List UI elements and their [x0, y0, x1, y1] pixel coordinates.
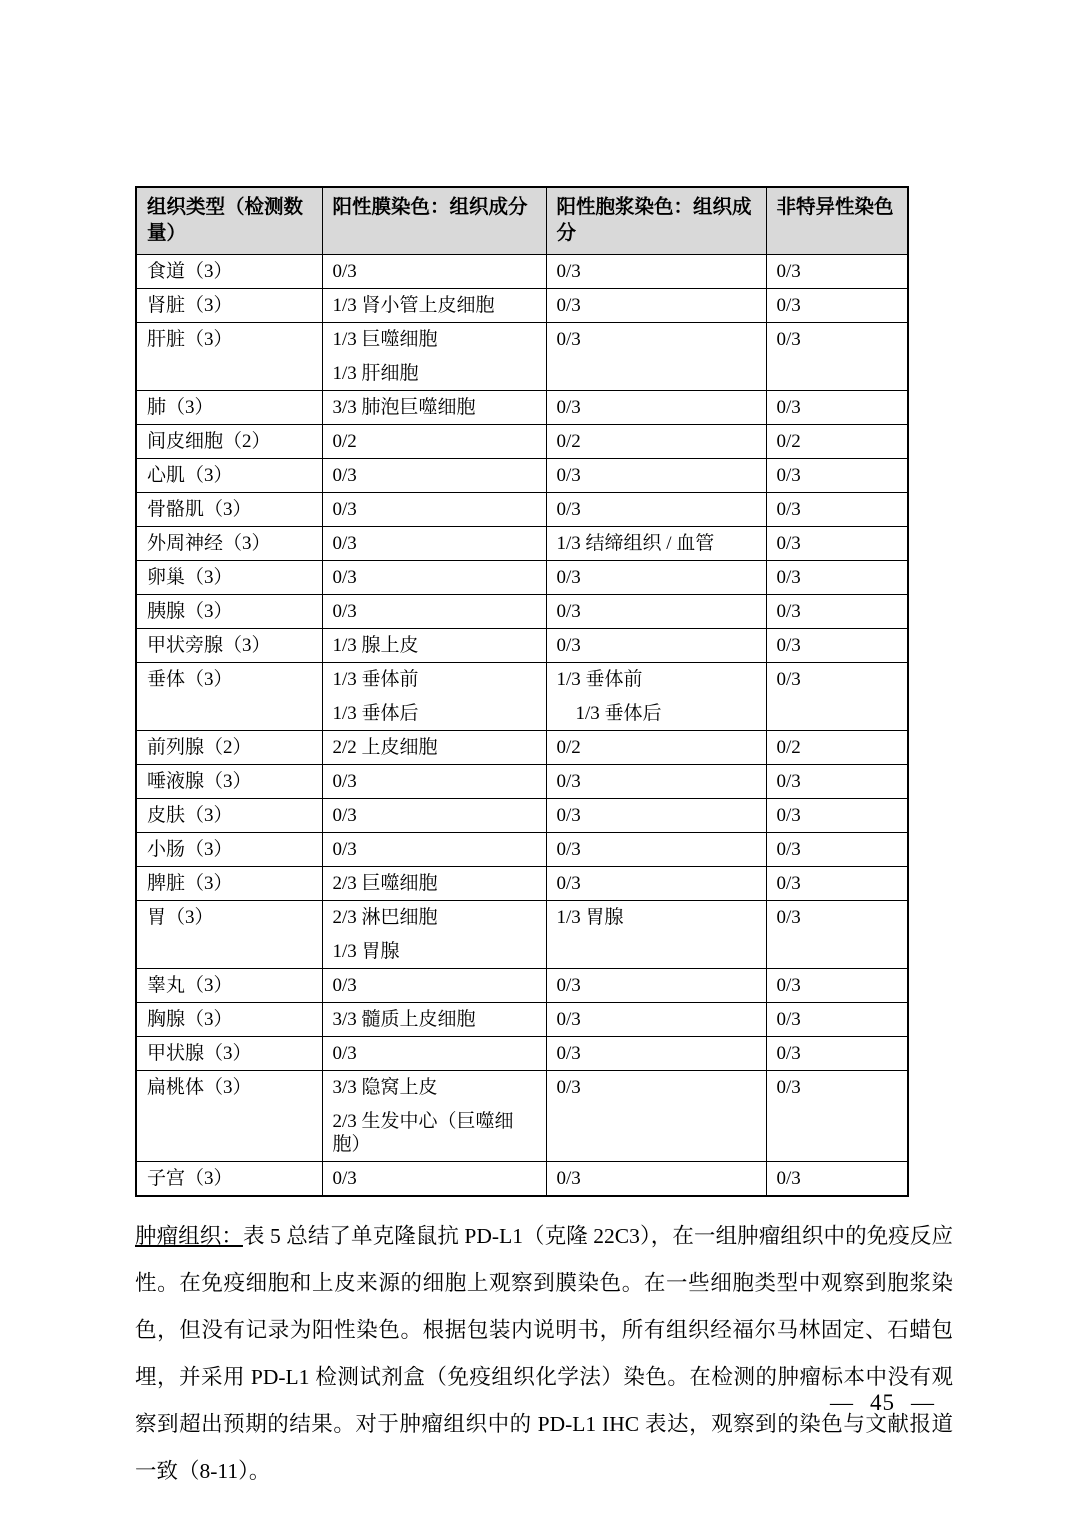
- membrane-staining-cell: [322, 527, 546, 561]
- tissue-cell: [136, 459, 322, 493]
- cell-text-line: 0/2: [776, 737, 801, 758]
- cell-text-line: 0/3: [776, 601, 801, 622]
- membrane-staining-cell: [322, 255, 546, 289]
- cell-text-line: 3/3 髓质上皮细胞: [332, 1009, 476, 1030]
- cell-text-line: 0/3: [776, 635, 801, 656]
- membrane-staining-cell: [322, 1003, 546, 1037]
- cell-text-line: 0/2: [556, 431, 581, 452]
- nonspecific-staining-cell: [766, 425, 908, 459]
- cell-text-line: 外周神经（3）: [147, 533, 271, 554]
- cell-text-line: 0/3: [776, 975, 801, 996]
- cell-text-line: 子宫（3）: [147, 1168, 233, 1189]
- cell-text-line: 1/3 肝细胞: [332, 363, 419, 384]
- cell-text-line: 1/3 巨噬细胞: [332, 329, 438, 350]
- nonspecific-staining-cell: [766, 1071, 908, 1162]
- cell-text-line: 脾脏（3）: [147, 873, 233, 894]
- cell-text-line: 0/3: [332, 771, 357, 792]
- nonspecific-staining-cell: [766, 595, 908, 629]
- table-row: [136, 595, 908, 629]
- tissue-cell: [136, 493, 322, 527]
- column-header-tissue-type: 组织类型（检测数量）: [136, 187, 322, 255]
- nonspecific-staining-cell: [766, 391, 908, 425]
- column-header-membrane-staining: 阳性膜染色：组织成分: [322, 187, 546, 255]
- tissue-cell: [136, 629, 322, 663]
- cell-text-line: 1/3 垂体前: [332, 669, 419, 690]
- table-row: [136, 425, 908, 459]
- cell-text-line: 间皮细胞（2）: [147, 431, 271, 452]
- tissue-cell: [136, 561, 322, 595]
- membrane-staining-cell: [322, 799, 546, 833]
- cell-text-line: 0/3: [556, 397, 581, 418]
- cell-text-line: 0/3: [556, 1077, 581, 1098]
- column-header-nonspecific-staining: 非特异性染色: [766, 187, 908, 255]
- page-number-footer: [830, 1390, 935, 1416]
- tissue-staining-table: [135, 186, 909, 1197]
- table-row: [136, 901, 908, 969]
- tissue-cell: [136, 255, 322, 289]
- cell-text-line: 1/3 腺上皮: [332, 635, 419, 656]
- cell-text-line: 0/3: [776, 261, 801, 282]
- cell-text-line: 0/3: [776, 1043, 801, 1064]
- membrane-staining-cell: [322, 1037, 546, 1071]
- tissue-cell: [136, 527, 322, 561]
- cytoplasm-staining-cell: [546, 391, 766, 425]
- nonspecific-staining-cell: [766, 1003, 908, 1037]
- page-content: [135, 186, 953, 1495]
- cell-text-line: 1/3 结缔组织 / 血管: [556, 533, 715, 554]
- cytoplasm-staining-cell: [546, 833, 766, 867]
- table-row: [136, 629, 908, 663]
- membrane-staining-cell: [322, 833, 546, 867]
- tissue-cell: [136, 833, 322, 867]
- cell-text-line: 小肠（3）: [147, 839, 233, 860]
- cell-text-line: 0/3: [556, 261, 581, 282]
- cell-text-line: 0/3: [776, 669, 801, 690]
- cell-text-line: 0/3: [332, 533, 357, 554]
- membrane-staining-cell: [322, 867, 546, 901]
- cell-text-line: 肝脏（3）: [147, 329, 233, 350]
- nonspecific-staining-cell: [766, 833, 908, 867]
- cell-text-line: 0/3: [556, 465, 581, 486]
- cytoplasm-staining-cell: [546, 663, 766, 731]
- cell-text-line: 0/3: [776, 873, 801, 894]
- table-row: [136, 527, 908, 561]
- nonspecific-staining-cell: [766, 799, 908, 833]
- cell-text-line: 唾液腺（3）: [147, 771, 252, 792]
- cell-text-line: 0/3: [776, 1009, 801, 1030]
- paragraph-body: 表 5 总结了单克隆鼠抗 PD-L1（克隆 22C3），在一组肿瘤组织中的免疫反应性。在免疫细胞和上皮来源的细胞上观察到膜染色。在一些细胞类型中观察到胞浆染色，但没有记录为阳性染色。根据包装内说明书，所有组织经福尔马林固定、石蜡包埋，并采用 PD-L1 检测试剂盒（免疫组织化学法）染色。在检测的肿瘤标本中没有观察到超出预期的结果。对于肿瘤组织中的 PD-L1 IHC 表达，观察到的染色与文献报道一致（8-11）。: [135, 1224, 953, 1483]
- cell-text-line: 2/3 淋巴细胞: [332, 907, 438, 928]
- cell-text-line: 3/3 肺泡巨噬细胞: [332, 397, 476, 418]
- cell-text-line: 1/3 垂体前: [556, 669, 643, 690]
- table-row: [136, 459, 908, 493]
- table-row: [136, 1162, 908, 1197]
- cell-text-line: 0/3: [776, 805, 801, 826]
- cytoplasm-staining-cell: [546, 595, 766, 629]
- cytoplasm-staining-cell: [546, 289, 766, 323]
- cell-text-line: 0/3: [776, 397, 801, 418]
- cytoplasm-staining-cell: [546, 1037, 766, 1071]
- tissue-cell: [136, 663, 322, 731]
- nonspecific-staining-cell: [766, 459, 908, 493]
- nonspecific-staining-cell: [766, 289, 908, 323]
- membrane-staining-cell: [322, 595, 546, 629]
- nonspecific-staining-cell: [766, 969, 908, 1003]
- cell-text-line: 前列腺（2）: [147, 737, 252, 758]
- cell-text-line: 食道（3）: [147, 261, 233, 282]
- cytoplasm-staining-cell: [546, 1162, 766, 1197]
- tissue-cell: [136, 731, 322, 765]
- table-row: [136, 867, 908, 901]
- membrane-staining-cell: [322, 493, 546, 527]
- cell-text-line: 0/3: [556, 771, 581, 792]
- table-row: [136, 1071, 908, 1162]
- table-row: [136, 289, 908, 323]
- membrane-staining-cell: [322, 391, 546, 425]
- cell-text-line: 2/2 上皮细胞: [332, 737, 438, 758]
- table-row: [136, 731, 908, 765]
- table-row: [136, 799, 908, 833]
- nonspecific-staining-cell: [766, 629, 908, 663]
- cell-text-line: 0/3: [776, 567, 801, 588]
- cell-text-line: 0/3: [556, 567, 581, 588]
- cell-text-line: 0/3: [332, 839, 357, 860]
- cell-text-line: 0/3: [332, 975, 357, 996]
- cell-text-line: 扁桃体（3）: [147, 1077, 252, 1098]
- nonspecific-staining-cell: [766, 663, 908, 731]
- cell-text-line: 0/3: [776, 329, 801, 350]
- cell-text-line: 0/3: [556, 1043, 581, 1064]
- tissue-cell: [136, 1003, 322, 1037]
- membrane-staining-cell: [322, 629, 546, 663]
- cell-text-line: 甲状腺（3）: [147, 1043, 252, 1064]
- cell-text-line: 2/3 巨噬细胞: [332, 873, 438, 894]
- cytoplasm-staining-cell: [546, 1071, 766, 1162]
- tissue-cell: [136, 765, 322, 799]
- tissue-cell: [136, 289, 322, 323]
- table-header-row: [136, 187, 908, 255]
- cytoplasm-staining-cell: [546, 1003, 766, 1037]
- cell-text-line: 甲状旁腺（3）: [147, 635, 271, 656]
- tissue-table-body: [136, 255, 908, 1197]
- cell-text-line: 0/3: [332, 601, 357, 622]
- cytoplasm-staining-cell: [546, 867, 766, 901]
- tissue-cell: [136, 1037, 322, 1071]
- nonspecific-staining-cell: [766, 561, 908, 595]
- cytoplasm-staining-cell: [546, 493, 766, 527]
- cell-text-line: 0/3: [332, 805, 357, 826]
- cell-text-line: 0/2: [332, 431, 357, 452]
- table-row: [136, 833, 908, 867]
- nonspecific-staining-cell: [766, 1162, 908, 1197]
- cell-text-line: 0/3: [776, 295, 801, 316]
- cytoplasm-staining-cell: [546, 561, 766, 595]
- membrane-staining-cell: [322, 289, 546, 323]
- tissue-cell: [136, 595, 322, 629]
- column-header-cytoplasm-staining: 阳性胞浆染色：组织成分: [546, 187, 766, 255]
- cell-text-line: 0/3: [332, 1168, 357, 1189]
- nonspecific-staining-cell: [766, 527, 908, 561]
- cytoplasm-staining-cell: [546, 765, 766, 799]
- cell-text-line: 0/3: [556, 839, 581, 860]
- cell-text-line: 0/3: [776, 1168, 801, 1189]
- cell-text-line: 肺（3）: [147, 397, 214, 418]
- table-row: [136, 493, 908, 527]
- cell-text-line: 0/3: [556, 1168, 581, 1189]
- cell-text-line: 3/3 隐窝上皮: [332, 1077, 438, 1098]
- membrane-staining-cell: [322, 1162, 546, 1197]
- cell-text-line: 胃（3）: [147, 907, 214, 928]
- cell-text-line: 垂体（3）: [147, 669, 233, 690]
- cytoplasm-staining-cell: [546, 969, 766, 1003]
- cell-text-line: 0/3: [556, 499, 581, 520]
- cytoplasm-staining-cell: [546, 629, 766, 663]
- cell-text-line: 0/3: [332, 499, 357, 520]
- membrane-staining-cell: [322, 969, 546, 1003]
- cell-text-line: 0/3: [776, 839, 801, 860]
- table-row: [136, 969, 908, 1003]
- membrane-staining-cell: [322, 561, 546, 595]
- cell-text-line: 0/3: [556, 295, 581, 316]
- tissue-cell: [136, 1162, 322, 1197]
- table-row: [136, 323, 908, 391]
- tissue-cell: [136, 867, 322, 901]
- cell-text-line: 2/3 生发中心（巨噬细胞）: [332, 1111, 514, 1155]
- tissue-cell: [136, 391, 322, 425]
- cell-text-line: 胰腺（3）: [147, 601, 233, 622]
- cell-text-line: 0/3: [556, 329, 581, 350]
- cell-text-line: 0/3: [776, 533, 801, 554]
- cell-text-line: 骨骼肌（3）: [147, 499, 252, 520]
- cell-text-line: 0/3: [332, 1043, 357, 1064]
- cell-text-line: 睾丸（3）: [147, 975, 233, 996]
- cell-text-line: 心肌（3）: [147, 465, 233, 486]
- cell-text-line: 1/3 胃腺: [332, 941, 400, 962]
- cytoplasm-staining-cell: [546, 901, 766, 969]
- nonspecific-staining-cell: [766, 493, 908, 527]
- footer-dash-left: —: [830, 1390, 854, 1415]
- membrane-staining-cell: [322, 1071, 546, 1162]
- cell-text-line: 0/3: [776, 465, 801, 486]
- nonspecific-staining-cell: [766, 731, 908, 765]
- cytoplasm-staining-cell: [546, 799, 766, 833]
- cell-text-line: 0/3: [332, 465, 357, 486]
- membrane-staining-cell: [322, 323, 546, 391]
- tissue-cell: [136, 425, 322, 459]
- paragraph-lead-underlined: 肿瘤组织：: [135, 1224, 243, 1248]
- membrane-staining-cell: [322, 901, 546, 969]
- cell-text-line: 0/3: [776, 907, 801, 928]
- cell-text-line: 0/3: [556, 601, 581, 622]
- tissue-cell: [136, 1071, 322, 1162]
- membrane-staining-cell: [322, 765, 546, 799]
- cell-text-line: 0/3: [556, 975, 581, 996]
- tissue-cell: [136, 323, 322, 391]
- cytoplasm-staining-cell: [546, 323, 766, 391]
- cell-text-line: 0/3: [776, 499, 801, 520]
- cell-text-line: 0/3: [556, 805, 581, 826]
- page-number: 45: [870, 1390, 895, 1415]
- nonspecific-staining-cell: [766, 255, 908, 289]
- table-row: [136, 1003, 908, 1037]
- footer-dash-right: —: [911, 1390, 935, 1415]
- cell-text-line: 0/2: [556, 737, 581, 758]
- cell-text-line: 0/2: [776, 431, 801, 452]
- cell-text-line: 0/3: [556, 635, 581, 656]
- cell-text-line: 1/3 肾小管上皮细胞: [332, 295, 495, 316]
- cytoplasm-staining-cell: [546, 255, 766, 289]
- cytoplasm-staining-cell: [546, 527, 766, 561]
- cell-text-line: 胸腺（3）: [147, 1009, 233, 1030]
- nonspecific-staining-cell: [766, 901, 908, 969]
- nonspecific-staining-cell: [766, 867, 908, 901]
- cytoplasm-staining-cell: [546, 425, 766, 459]
- cell-text-line: 1/3 垂体后: [556, 703, 662, 724]
- cell-text-line: 1/3 垂体后: [332, 703, 419, 724]
- cell-text-line: 0/3: [556, 873, 581, 894]
- membrane-staining-cell: [322, 425, 546, 459]
- tumor-tissue-paragraph: [135, 1213, 953, 1495]
- cell-text-line: 卵巢（3）: [147, 567, 233, 588]
- membrane-staining-cell: [322, 731, 546, 765]
- table-row: [136, 255, 908, 289]
- cell-text-line: 肾脏（3）: [147, 295, 233, 316]
- cell-text-line: 0/3: [332, 567, 357, 588]
- nonspecific-staining-cell: [766, 765, 908, 799]
- cell-text-line: 皮肤（3）: [147, 805, 233, 826]
- cell-text-line: 0/3: [556, 1009, 581, 1030]
- nonspecific-staining-cell: [766, 323, 908, 391]
- membrane-staining-cell: [322, 459, 546, 493]
- table-row: [136, 561, 908, 595]
- membrane-staining-cell: [322, 663, 546, 731]
- tissue-cell: [136, 901, 322, 969]
- tissue-cell: [136, 799, 322, 833]
- cell-text-line: 1/3 胃腺: [556, 907, 624, 928]
- table-row: [136, 1037, 908, 1071]
- cell-text-line: 0/3: [776, 1077, 801, 1098]
- cytoplasm-staining-cell: [546, 459, 766, 493]
- cytoplasm-staining-cell: [546, 731, 766, 765]
- nonspecific-staining-cell: [766, 1037, 908, 1071]
- cell-text-line: 0/3: [776, 771, 801, 792]
- table-row: [136, 663, 908, 731]
- table-row: [136, 765, 908, 799]
- cell-text-line: 0/3: [332, 261, 357, 282]
- table-row: [136, 391, 908, 425]
- tissue-cell: [136, 969, 322, 1003]
